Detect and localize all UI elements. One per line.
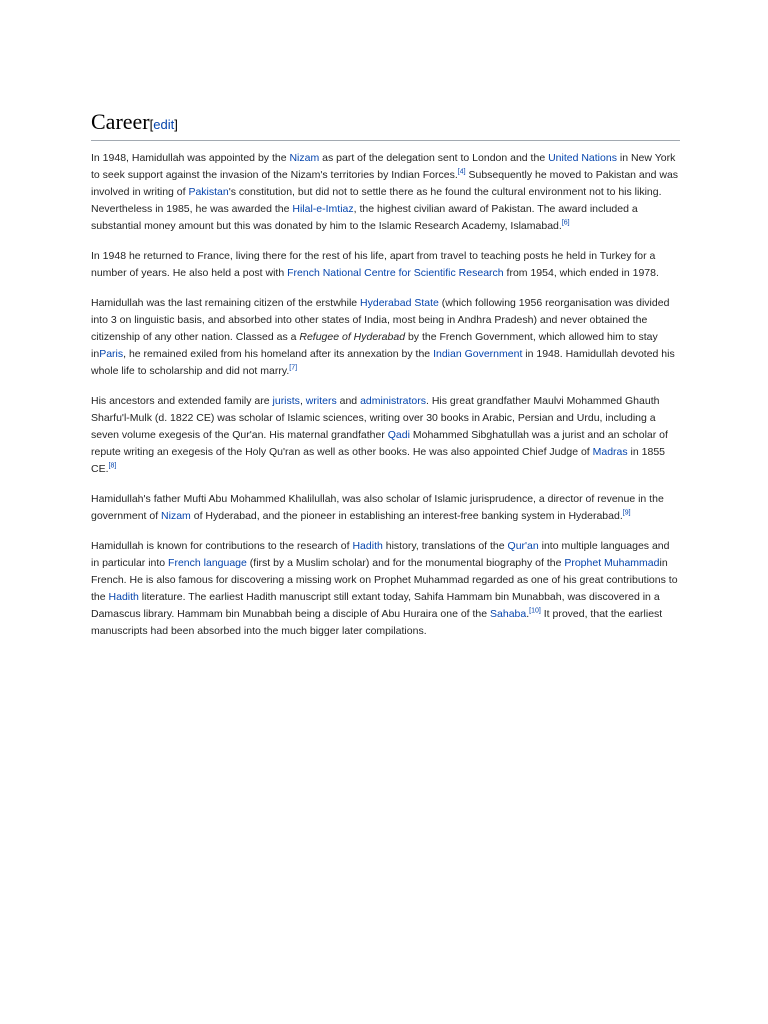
section-heading xyxy=(91,108,680,141)
link-quran[interactable]: Qur'an xyxy=(507,540,539,552)
citation-9[interactable]: [9] xyxy=(622,509,631,517)
citation-4[interactable]: [4] xyxy=(457,168,466,176)
link-nizam[interactable]: Nizam xyxy=(289,152,320,164)
citation-8[interactable]: [8] xyxy=(108,462,117,470)
paragraph-2: In 1948 he returned to France, living there for the rest of his life, apart from travel to teaching posts he held in Turkey for a number of years. He also held a post with French National Centre for Scientific Research from 1954, which ended in 1978. xyxy=(91,250,659,279)
edit-section: [edit] xyxy=(149,117,178,132)
edit-link[interactable]: edit xyxy=(153,117,175,132)
link-administrators[interactable]: administrators xyxy=(360,395,427,407)
link-prophet-muhammad[interactable]: Prophet Muhammad xyxy=(564,557,660,569)
link-writers[interactable]: writers xyxy=(305,395,337,407)
link-hyderabad-state[interactable]: Hyderabad State xyxy=(360,297,439,309)
link-qadi[interactable]: Qadi xyxy=(387,429,410,441)
link-paris[interactable]: Paris xyxy=(99,348,124,360)
link-jurists[interactable]: jurists xyxy=(272,395,300,407)
link-sahaba[interactable]: Sahaba xyxy=(490,608,527,620)
article-content xyxy=(91,108,680,640)
link-hadith[interactable]: Hadith xyxy=(352,540,383,552)
paragraph-5: Hamidullah's father Mufti Abu Mohammed Khalilullah, was also scholar of Islamic jurisprudence, a director of revenue in the government of Nizam of Hyderabad, and the pioneer in establishing an interest-free banking system in Hyderabad.[9] xyxy=(91,493,664,522)
section-title: Career xyxy=(91,109,150,134)
link-french-language[interactable]: French language xyxy=(168,557,247,569)
italic-refugee: Refugee of Hyderabad xyxy=(299,331,406,343)
link-cnrs[interactable]: French National Centre for Scientific Research xyxy=(287,267,504,279)
citation-7[interactable]: [7] xyxy=(289,364,298,372)
link-madras[interactable]: Madras xyxy=(592,446,628,458)
link-nizam-2[interactable]: Nizam xyxy=(161,510,191,522)
link-hadith-2[interactable]: Hadith xyxy=(108,591,139,603)
citation-10[interactable]: [10] xyxy=(529,607,541,615)
paragraph-1: In 1948, Hamidullah was appointed by the Nizam as part of the delegation sent to London and the United Nations in New York to seek support against the invasion of the Nizam's territories by Indian Forces.[4] Subsequently he moved to Pakistan and was involved in writing of Pakistan's constitution, but did not to settle there as he found the cultural environment not to his liking. Nevertheless in 1985, he was awarded the Hilal-e-Imtiaz, the highest civilian award of Pakistan. The award included a substantial money amount but this was donated by him to the Islamic Research Academy, Islamabad.[6] xyxy=(91,152,679,232)
link-united-nations[interactable]: United Nations xyxy=(548,152,617,164)
paragraph-6: Hamidullah is known for contributions to the research of Hadith history, translations of the Qur'an into multiple languages and in particular into French language (first by a Muslim scholar) and for the monumental biography of the Prophet Muhammadin French. He is also famous for discovering a missing work on Prophet Muhammad regarded as one of his great contributions to the Hadith literature. The earliest Hadith manuscript still extant today, Sahifa Hammam bin Munabbah, was discovered in a Damascus library. Hammam bin Munabbah being a disciple of Abu Huraira one of the Sahaba.[10] It proved, that the earliest manuscripts had been absorbed into the much bigger later compilations. xyxy=(91,540,678,637)
paragraph-4: His ancestors and extended family are jurists, writers and administrators. His great grandfather Maulvi Mohammed Ghauth Sharfu'l-Mulk (d. 1822 CE) was scholar of Islamic sciences, writing over 30 books in Arabic, Persian and Urdu, including a seven volume exegesis of the Qur'an. His maternal grandfather Qadi Mohammed Sibghatullah was a jurist and an scholar of repute writing an exegesis of the Holy Qu'ran as well as other books. He was also appointed Chief Judge of Madras in 1855 CE.[8] xyxy=(91,395,668,475)
link-indian-government[interactable]: Indian Government xyxy=(433,348,523,360)
link-hilal-e-imtiaz[interactable]: Hilal-e-Imtiaz xyxy=(292,203,354,215)
link-pakistan[interactable]: Pakistan xyxy=(188,186,229,198)
citation-6[interactable]: [6] xyxy=(561,219,570,227)
paragraph-3: Hamidullah was the last remaining citizen of the erstwhile Hyderabad State (which following 1956 reorganisation was divided into 3 on linguistic basis, and absorbed into other states of India, most being in Andhra Pradesh) and never obtained the citizenship of any other nation. Classed as a Refugee of Hyderabad by the French Government, which allowed him to stay inParis, he remained exiled from his homeland after its annexation by the Indian Government in 1948. Hamidullah devoted his whole life to scholarship and did not marry.[7] xyxy=(91,297,675,377)
